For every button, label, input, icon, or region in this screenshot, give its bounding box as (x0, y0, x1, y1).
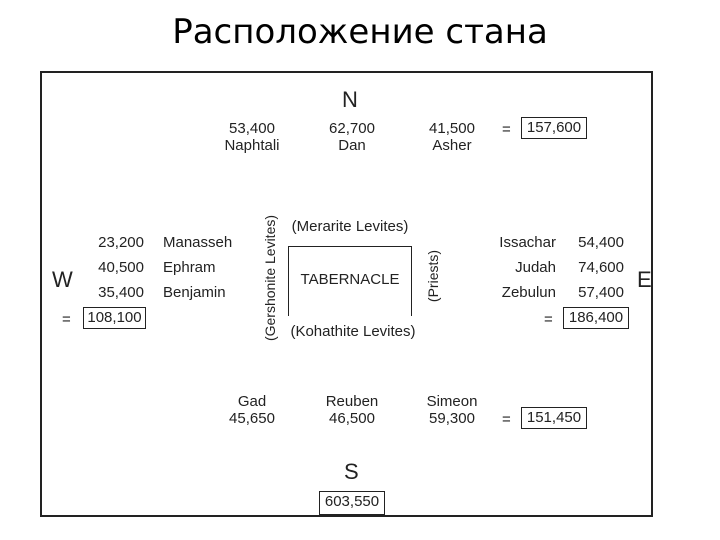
east-tribe-3-name: Zebulun (501, 284, 556, 301)
grand-total: 603,550 (319, 491, 385, 515)
west-tribe-2-count: 40,500 (98, 259, 144, 276)
west-equals: = (62, 311, 71, 328)
north-total: 157,600 (521, 117, 587, 139)
west-tribe-1-count: 23,200 (98, 234, 144, 251)
west-tribe-1-name: Manasseh (163, 234, 233, 251)
west-tribe-3-name: Benjamin (163, 284, 226, 301)
south-tribe-3-count: 59,300 (429, 410, 475, 427)
page-title: Расположение стана (172, 12, 548, 52)
west-tribe-2-name: Ephram (163, 259, 216, 276)
north-tribe-1-name: Naphtali (224, 137, 280, 154)
priests-label: (Priests) (425, 249, 441, 303)
south-tribe-2-count: 46,500 (329, 410, 375, 427)
north-tribe-1-count: 53,400 (229, 120, 275, 137)
east-tribe-1-count: 54,400 (578, 234, 624, 251)
camp-diagram (40, 71, 653, 517)
north-tribe-3-count: 41,500 (429, 120, 475, 137)
west-total: 108,100 (83, 307, 146, 329)
east-label: E (637, 267, 652, 292)
south-tribe-1-count: 45,650 (229, 410, 275, 427)
east-tribe-2-name: Judah (515, 259, 556, 276)
gershonite-levites-label: (Gershonite Levites) (262, 214, 278, 342)
north-tribe-3-name: Asher (432, 137, 472, 154)
south-tribe-2-name: Reuben (325, 393, 379, 410)
kohathite-levites-label: (Kohathite Levites) (290, 323, 416, 340)
north-tribe-2-count: 62,700 (329, 120, 375, 137)
north-equals: = (502, 121, 511, 138)
north-tribe-2-name: Dan (338, 137, 366, 154)
west-label: W (52, 267, 73, 292)
east-tribe-2-count: 74,600 (578, 259, 624, 276)
west-tribe-3-count: 35,400 (98, 284, 144, 301)
south-tribe-3-name: Simeon (426, 393, 478, 410)
south-total: 151,450 (521, 407, 587, 429)
south-label: S (344, 459, 359, 484)
south-equals: = (502, 411, 511, 428)
east-equals: = (544, 311, 553, 328)
north-label: N (342, 87, 358, 112)
east-total: 186,400 (563, 307, 629, 329)
east-tribe-3-count: 57,400 (578, 284, 624, 301)
east-tribe-1-name: Issachar (499, 234, 556, 251)
merarite-levites-label: (Merarite Levites) (291, 218, 409, 235)
south-tribe-1-name: Gad (237, 393, 267, 410)
tabernacle-label: TABERNACLE (300, 271, 400, 288)
